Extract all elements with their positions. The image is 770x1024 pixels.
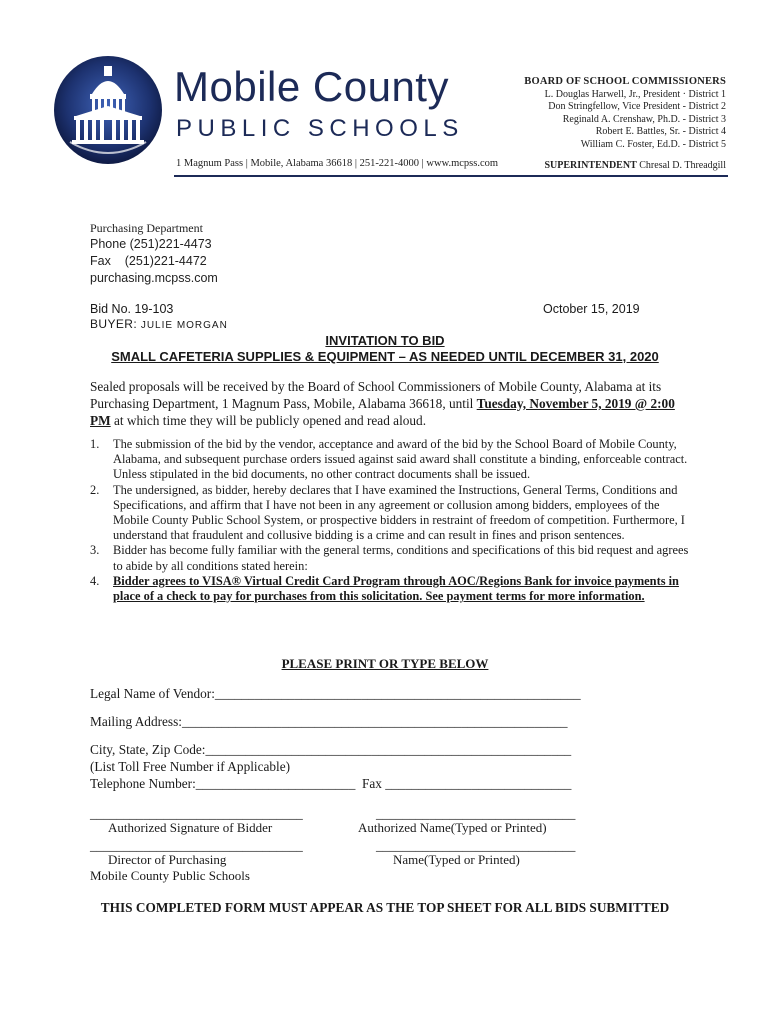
director-name-line[interactable]: ______________________________ xyxy=(376,838,576,853)
document-title: INVITATION TO BID xyxy=(325,333,445,348)
fax-number: Fax (251)221-4472 xyxy=(90,254,207,268)
director-label: Director of Purchasing xyxy=(108,852,227,867)
list-item xyxy=(90,437,690,483)
buyer xyxy=(90,317,228,331)
phone-number: Phone (251)221-4473 xyxy=(90,237,212,251)
printed-name-line[interactable]: ______________________________ xyxy=(376,806,576,821)
form-heading: PLEASE PRINT OR TYPE BELOW xyxy=(281,656,489,671)
footer-note: THIS COMPLETED FORM MUST APPEAR AS THE TOP SHEET FOR ALL BIDS SUBMITTED xyxy=(100,900,670,915)
item-text: Bidder agrees to VISA® Virtual Credit Card Program through AOC/Regions Bank for invoice payments in place of a check to pay for purchases from this solicitation. See payment terms for more information. xyxy=(113,573,679,604)
director-signature-line[interactable]: ________________________________ xyxy=(90,838,303,853)
board-member: William C. Foster, Ed.D. - District 5 xyxy=(580,138,726,150)
superintendent xyxy=(545,160,727,171)
intro-paragraph xyxy=(90,379,690,429)
brand-subtitle: PUBLIC SCHOOLS xyxy=(176,115,464,142)
item-text: Bidder has become fully familiar with the general terms, conditions and specifications of this bid request and agrees to abide by all conditions stated herein: xyxy=(113,543,689,573)
terms-list xyxy=(90,437,690,604)
department-name: Purchasing Department xyxy=(90,221,203,235)
item-number: 3. xyxy=(90,543,100,558)
school-seal-logo xyxy=(52,54,164,166)
mailing-address-field[interactable]: Mailing Address:__________________________________________________________ xyxy=(90,714,568,729)
board-member: Robert E. Battles, Sr. - District 4 xyxy=(595,126,726,138)
authorized-name-label: Authorized Name(Typed or Printed) xyxy=(358,820,547,835)
authorized-signature-label: Authorized Signature of Bidder xyxy=(108,820,273,835)
board-title: BOARD OF SCHOOL COMMISSIONERS xyxy=(524,76,726,87)
document-subtitle: SMALL CAFETERIA SUPPLIES & EQUIPMENT – AS NEEDED UNTIL DECEMBER 31, 2020 xyxy=(111,349,659,364)
buyer-label: BUYER: xyxy=(90,317,138,331)
item-number: 2. xyxy=(90,482,100,497)
purchasing-website: purchasing.mcpss.com xyxy=(90,271,218,285)
name-label: Name(Typed or Printed) xyxy=(393,852,520,867)
bid-number: Bid No. 19-103 xyxy=(90,302,174,316)
board-member: Don Stringfellow, Vice President - District 2 xyxy=(548,101,726,113)
intro-text-end: at which time they will be publicly opened and read aloud. xyxy=(110,412,427,428)
board-member: L. Douglas Harwell, Jr., President · District 1 xyxy=(544,88,726,100)
list-item xyxy=(90,574,690,604)
list-item xyxy=(90,543,690,573)
toll-free-note: (List Toll Free Number if Applicable) xyxy=(90,759,291,774)
brand-title: Mobile County xyxy=(174,63,449,110)
item-number: 1. xyxy=(90,437,100,451)
school-address: 1 Magnum Pass | Mobile, Alabama 36618 | 251-221-4000 | www.mcpss.com xyxy=(176,158,499,169)
item-text: The submission of the bid by the vendor, acceptance and award of the bid by the School Board of Mobile County, Alabama, and subsequent purchase orders issued against said award shall constitute a binding, enforceable contract. Unless stipulated in the bid documents, no other contract documents shall be issued. xyxy=(113,437,688,482)
due-date: Tuesday, November 5, 2019 @ 2:00 PM xyxy=(90,395,675,428)
board-of-commissioners xyxy=(524,76,726,152)
list-item xyxy=(90,483,690,544)
bid-date: October 15, 2019 xyxy=(543,302,640,316)
item-number: 4. xyxy=(90,573,100,588)
superintendent-label: SUPERINTENDENT xyxy=(544,160,637,171)
board-member: Reginald A. Crenshaw, Ph.D. - District 3 xyxy=(562,113,726,125)
header-divider xyxy=(174,175,728,177)
superintendent-name: Chresal D. Threadgill xyxy=(639,160,726,171)
telephone-fax-field[interactable]: Telephone Number:________________________ Fax ____________________________ xyxy=(90,776,572,791)
signature-line[interactable]: ________________________________ xyxy=(90,806,303,821)
legal-name-field[interactable]: Legal Name of Vendor:_______________________________________________________ xyxy=(90,686,581,701)
item-text: The undersigned, as bidder, hereby declares that I have examined the Instructions, General Terms, Conditions and Specifications, and affirm that I have not been in any agreement or collusion among bidders, employees of the Mobile County Public School System, or prospective bidders in restraint of freedom of competition. Furthermore, I understand that fraudulent and collusive bidding is a crime and can result in fines and prison sentences. xyxy=(113,482,685,543)
buyer-name: JULIE MORGAN xyxy=(140,320,228,331)
organization-label: Mobile County Public Schools xyxy=(90,868,250,883)
intro-text: Sealed proposals will be received by the Board of School Commissioners of Mobile County, Alabama at its Purchasing Department, 1 Magnum Pass, Mobile, Alabama 36618, until xyxy=(90,379,662,411)
city-state-zip-field[interactable]: City, State, Zip Code:_______________________________________________________ xyxy=(90,742,572,757)
